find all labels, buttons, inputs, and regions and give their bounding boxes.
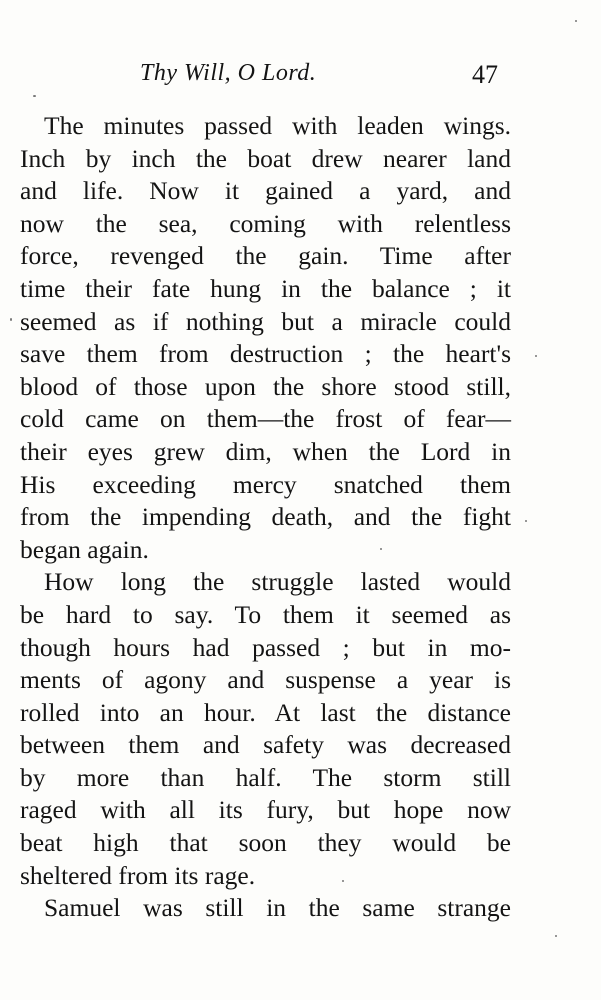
text-line: His exceeding mercy snatched them: [20, 469, 511, 499]
text-line: time their fate hung in the balance ; it: [20, 273, 511, 303]
print-speck: [342, 880, 344, 882]
print-speck: [525, 520, 527, 522]
text-line: blood of those upon the shore stood still,: [20, 371, 511, 401]
text-line: force, revenged the gain. Time after: [20, 241, 511, 271]
text-line: be hard to say. To them it seemed as: [20, 599, 511, 629]
print-speck: [575, 20, 577, 22]
print-speck: [33, 95, 36, 97]
text-line: and life. Now it gained a yard, and: [20, 176, 511, 206]
text-line: from the impending death, and the fight: [20, 502, 511, 532]
print-speck: [535, 355, 537, 357]
print-speck: [380, 548, 382, 550]
page-number: 47: [472, 60, 498, 89]
print-speck: [555, 935, 557, 937]
print-speck: [10, 318, 12, 321]
text-line: save them from destruction ; the heart's: [20, 339, 511, 369]
text-line: sheltered from its rage.: [20, 860, 256, 890]
body-text: [20, 110, 511, 925]
text-line: now the sea, coming with relentless: [20, 208, 511, 238]
text-line: began again.: [20, 534, 149, 564]
text-line: How long the struggle lasted would: [44, 567, 511, 597]
text-line: Samuel was still in the same strange: [44, 893, 511, 923]
text-line: rolled into an hour. At last the distance: [20, 697, 511, 727]
text-line: raged with all its fury, but hope now: [20, 795, 511, 825]
text-line: their eyes grew dim, when the Lord in: [20, 436, 511, 466]
text-line: ments of agony and suspense a year is: [20, 665, 511, 695]
text-line: seemed as if nothing but a miracle could: [20, 306, 511, 336]
text-line: The minutes passed with leaden wings.: [44, 111, 511, 140]
running-title: Thy Will, O Lord.: [140, 60, 317, 86]
text-line: Inch by inch the boat drew nearer land: [20, 143, 511, 173]
text-line: beat high that soon they would be: [20, 828, 511, 858]
text-line: between them and safety was decreased: [20, 730, 511, 760]
text-line: cold came on them—the frost of fear—: [20, 404, 511, 434]
text-line: by more than half. The storm still: [20, 762, 511, 792]
text-line: though hours had passed ; but in mo-: [20, 632, 511, 662]
